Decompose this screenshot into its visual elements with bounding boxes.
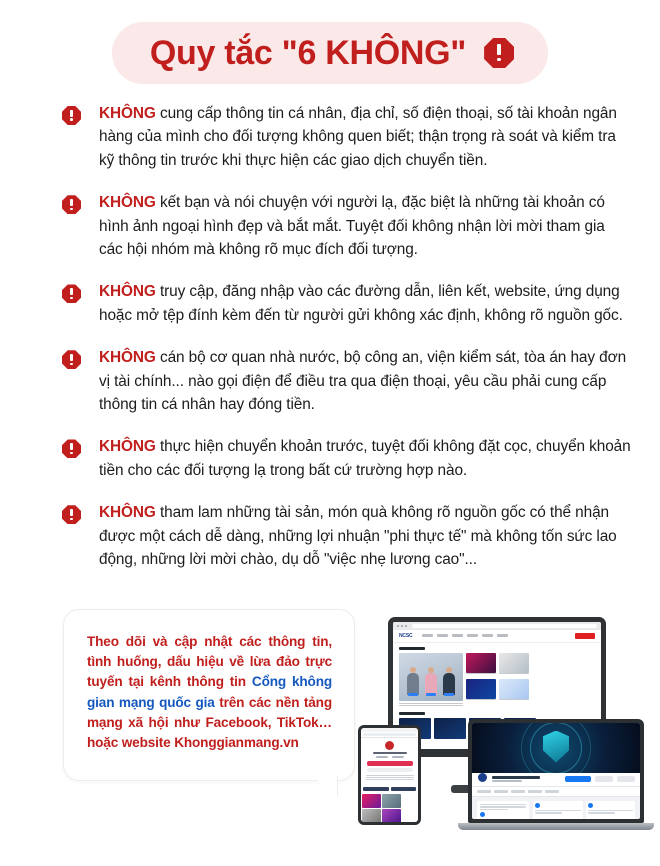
intro-panel [477,801,529,819]
tab-item [545,790,559,793]
laptop-base [458,823,654,830]
warning-octagon-icon [62,284,81,303]
facebook-page-body [472,797,640,819]
person-badge [408,693,418,696]
rule-body: tham lam những tài sản, món quà không rõ nguồn gốc có thể nhận được một cách dễ dàng, những lợi nhuận "phi thực tế" mà không tốn sức lao động, những lời mời chào, dụ dỗ "việc nhẹ lương cao"... [99,504,617,569]
browser-forward-icon [401,625,403,627]
rule-body: thực hiện chuyển khoản trước, tuyệt đối không đặt cọc, chuyển khoản tiền cho các đối tượng lạ trong bất cứ trường hợp nào. [99,438,631,479]
text-line [535,810,581,811]
rule-text-2 [99,191,632,261]
rule-body: cung cấp thông tin cá nhân, địa chỉ, số điện thoại, số tài khoản ngân hàng của mình cho đối tượng không quen biết; thận trọng rà soát và kiểm tra kỹ thông tin trước khi thực hiện các giao dịch chuyển tiền. [99,105,617,169]
warning-octagon-icon [62,106,81,125]
person-head [428,667,434,673]
rule-item-4 [62,346,632,416]
tab-item [363,787,389,791]
thumbnail-item [499,679,529,702]
person-head [410,667,416,673]
rule-text-4 [99,346,632,416]
facebook-cover-image [472,723,640,773]
text-line [535,812,562,813]
post-card [533,801,583,819]
header-pill [112,22,548,84]
person-figure [443,673,455,695]
thumbnail-row [466,679,529,702]
featured-grid [399,653,595,708]
caption-line [399,703,463,704]
message-button [367,768,413,772]
warning-octagon-icon [62,505,81,524]
nav-link [422,634,433,636]
person-badge [426,693,436,696]
bio-line [366,777,414,778]
rule-keyword: KHÔNG [99,438,156,456]
thumbnail-image [466,679,496,699]
photo-thumb [382,809,401,822]
thumbnail-image [466,653,496,673]
text-line [480,806,526,807]
promo-text-highlight: Cổng không gian mạng quốc gia [87,674,332,710]
caption-line [499,673,529,674]
promo-text-part1: Theo dõi và cập nhật các thông tin, tình huống, dấu hiệu về lừa đảo trực tuyến tại kênh thông tin [87,633,332,690]
rule-keyword: KHÔNG [99,105,156,122]
bio-line [366,779,414,780]
thumbnail-item [499,653,529,676]
text-line [588,812,615,813]
nav-link [482,634,493,636]
page-title: Quy tắc "6 KHÔNG" [149,34,467,72]
site-navbar [393,630,601,643]
promo-text-part2: trên các nền tảng mạng xã hội như Facebook, TikTok… hoặc website Khonggianmang.vn [87,694,332,751]
tablet-profile-block [361,738,418,785]
tablet-photo-grid [361,793,418,822]
browser-url-bar [412,624,597,628]
header-section [0,0,660,94]
tab-item [494,790,508,793]
person-head [446,667,452,673]
laptop-screen [472,723,640,819]
tablet-tab-row [361,785,418,793]
tab-item [511,790,525,793]
thumbnail-row [466,653,529,676]
photo-thumb [382,794,401,808]
thumbnail-caption [466,673,496,676]
rule-text-1 [99,102,632,172]
warning-octagon-icon [62,350,81,369]
avatar [477,772,488,783]
stat-item [392,756,404,758]
tablet-device [358,725,421,825]
rule-keyword: KHÔNG [99,504,156,522]
browser-reload-icon [405,625,407,627]
thumbnail-image [499,653,529,673]
person-figure [425,673,437,695]
hero-image [399,653,463,701]
caption-line [499,699,529,700]
tab-item [391,787,417,791]
info-icon [480,812,485,817]
laptop-lid [468,719,644,823]
posts-column [533,801,635,819]
nav-link [437,634,448,636]
warning-card [434,718,466,739]
rule-text-6 [99,501,632,571]
post-avatar [535,803,540,808]
rule-keyword: KHÔNG [99,194,156,212]
rule-body: kết bạn và nói chuyện với người lạ, đặc biệt là những tài khoản có hình ảnh ngoại hình đẹp và bắt mắt. Tuyệt đối không nhận lời mời tham gia các hội nhóm mà không rõ mục đích đối tượng. [99,194,605,259]
facebook-tab-row [472,787,640,797]
person-badge [444,693,454,696]
warning-octagon-icon [484,38,514,68]
thumbnail-caption [466,699,496,702]
facebook-page-header [472,773,640,787]
warning-octagon-icon [62,195,81,214]
stat-item [376,756,388,758]
tab-item [477,790,491,793]
thumbnail-image [499,679,529,699]
photo-thumb [362,809,381,822]
site-nav-links [422,634,571,636]
profile-bio [366,775,414,781]
text-line [480,804,526,805]
thumbnail-item [466,679,496,702]
laptop-device [468,719,644,830]
thumbnail-caption [499,699,529,702]
warning-octagon-icon [62,439,81,458]
rule-item-6 [62,501,632,571]
text-line [588,810,634,811]
footer-section [0,591,660,837]
rule-item-1 [62,102,632,172]
tablet-screen [361,728,418,822]
device-mockups [358,599,648,835]
caption-line [466,699,496,700]
profile-stats [364,756,415,758]
rule-item-5 [62,435,632,482]
promo-text [87,632,332,754]
site-cta-button [575,633,595,639]
share-button [617,776,635,782]
section-heading-featured [399,647,425,650]
page-name [492,776,540,778]
rule-text-5 [99,435,632,482]
thumbnail-grid [466,653,529,708]
browser-back-icon [397,625,399,627]
thumbnail-item [466,653,496,676]
section-heading-warnings [399,712,425,715]
promo-callout-card [63,609,355,781]
post-card [586,801,636,819]
rule-keyword: KHÔNG [99,349,156,367]
caption-line [399,705,463,706]
rule-body: cán bộ cơ quan nhà nước, bộ công an, viện kiểm sát, tòa án hay đơn vị tài chính... nào gọi điện để điều tra qua điện thoại, yêu cầu phải cung cấp thông tin cá nhân hay đóng tiền. [99,349,627,414]
rule-item-2 [62,191,632,261]
hero-caption [399,703,463,708]
nav-link [452,634,463,636]
like-button [565,776,591,782]
avatar [385,741,394,750]
post-avatar [588,803,593,808]
follow-button [367,761,413,766]
search-input [363,733,416,736]
nav-link [497,634,508,636]
photo-thumb [362,794,381,808]
thumbnail-caption [499,673,529,676]
page-followers [492,780,522,782]
caption-line [466,673,496,674]
profile-name [373,752,407,754]
rule-keyword: KHÔNG [99,283,156,301]
rule-item-3 [62,280,632,327]
rules-list [0,94,660,572]
rule-text-3 [99,280,632,327]
bio-line [366,775,414,776]
page-identity [492,776,540,782]
text-line [480,809,508,810]
tab-item [528,790,542,793]
ncsc-logo: NCSC [399,632,413,639]
hero-article [399,653,463,708]
browser-toolbar [393,622,601,630]
rule-body: truy cập, đăng nhập vào các đường dẫn, liên kết, website, ứng dụng hoặc mở tệp đính kèm đến từ người gửi không xác định, không rõ nguồn gốc. [99,283,623,324]
person-figure [407,673,419,695]
nav-link [467,634,478,636]
follow-button [595,776,613,782]
